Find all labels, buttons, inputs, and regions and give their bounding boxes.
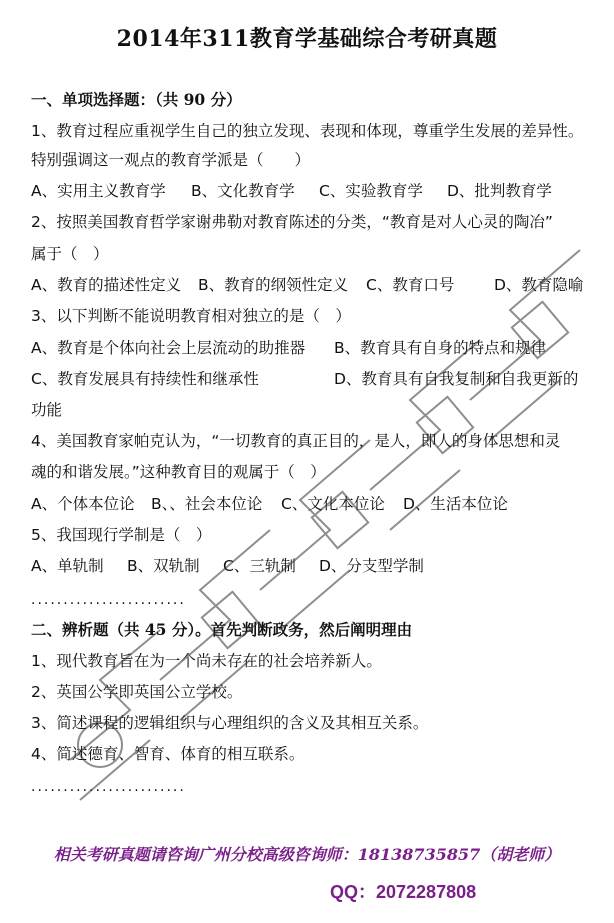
q1-option-a: A、实用主义教育学 bbox=[31, 182, 166, 200]
q3-option-c: C、教育发展具有持续性和继承性 bbox=[31, 370, 259, 388]
q3-option-d-cont: 功能 bbox=[31, 401, 63, 419]
q2-line2: 属于（ ） bbox=[31, 245, 109, 263]
q3-option-b: B、教育具有自身的特点和规律 bbox=[334, 339, 547, 357]
page-title: 2014年311教育学基础综合考研真题 bbox=[116, 26, 498, 52]
q1-line1: 1、教育过程应重视学生自己的独立发现、表现和体现，尊重学生发展的差异性。 bbox=[31, 122, 584, 140]
q2-option-c: C、教育口号 bbox=[366, 276, 455, 294]
q3-option-a: A、教育是个体向社会上层流动的助推器 bbox=[31, 339, 306, 357]
q5-options bbox=[31, 556, 424, 576]
q3-option-d: D、教育具有自我复制和自我更新的 bbox=[334, 370, 579, 388]
q5-option-a: A、单轨制 bbox=[31, 557, 104, 575]
q2-option-b: B、教育的纲领性定义 bbox=[198, 276, 349, 294]
q4-options bbox=[31, 494, 508, 514]
q4-option-b: B、、社会本位论 bbox=[151, 495, 263, 513]
q4-option-d: D、生活本位论 bbox=[403, 495, 508, 513]
q4-option-c: C、文化本位论 bbox=[281, 495, 385, 513]
section2-heading: 二、辨析题（共 45 分）。首先判断政务，然后阐明理由 bbox=[31, 620, 413, 639]
q4-line1: 4、美国教育家帕克认为，“一切教育的真正目的，是人，即人的身体思想和灵 bbox=[31, 432, 561, 450]
q2-line1: 2、按照美国教育哲学家谢弗勒对教育陈述的分类，“教育是对人心灵的陶冶” bbox=[31, 213, 553, 231]
q3-options-ab bbox=[31, 338, 546, 358]
q3-options-cd bbox=[31, 369, 578, 389]
q1-options bbox=[31, 181, 552, 201]
q2-options bbox=[31, 275, 583, 295]
q4-line2: 魂的和谐发展。”这种教育目的观属于（ ） bbox=[31, 463, 326, 481]
section1-heading: 一、单项选择题：（共 90 分） bbox=[31, 90, 242, 109]
footer-contact: 相关考研真题请咨询广州分校高级咨询师：18138735857（胡老师） bbox=[53, 845, 561, 864]
q3-line1: 3、以下判断不能说明教育相对独立的是（ ） bbox=[31, 307, 351, 325]
q5-option-d: D、分支型学制 bbox=[319, 557, 424, 575]
s2-item1: 1、现代教育旨在为一个尚未存在的社会培养新人。 bbox=[31, 652, 382, 670]
q1-option-d: D、批判教育学 bbox=[447, 182, 552, 200]
q1-option-b: B、文化教育学 bbox=[191, 182, 295, 200]
q4-option-a: A、个体本位论 bbox=[31, 495, 135, 513]
q5-option-b: B、双轨制 bbox=[127, 557, 200, 575]
dots-separator-2: ........................ bbox=[31, 779, 186, 795]
s2-item3: 3、简述课程的逻辑组织与心理组织的含义及其相互关系。 bbox=[31, 714, 429, 732]
q2-option-a: A、教育的描述性定义 bbox=[31, 276, 182, 294]
s2-item4: 4、简述德育、智育、体育的相互联系。 bbox=[31, 745, 305, 763]
q2-option-d: D、教育隐喻 bbox=[494, 276, 584, 294]
q5-option-c: C、三轨制 bbox=[223, 557, 296, 575]
dots-separator-1: ........................ bbox=[31, 592, 186, 608]
footer-qq: QQ：2072287808 bbox=[330, 882, 477, 902]
q1-option-c: C、实验教育学 bbox=[319, 182, 423, 200]
q5-line1: 5、我国现行学制是（ ） bbox=[31, 526, 212, 544]
q1-line2: 特别强调这一观点的教育学派是（ ） bbox=[31, 151, 311, 169]
s2-item2: 2、英国公学即英国公立学校。 bbox=[31, 683, 243, 701]
